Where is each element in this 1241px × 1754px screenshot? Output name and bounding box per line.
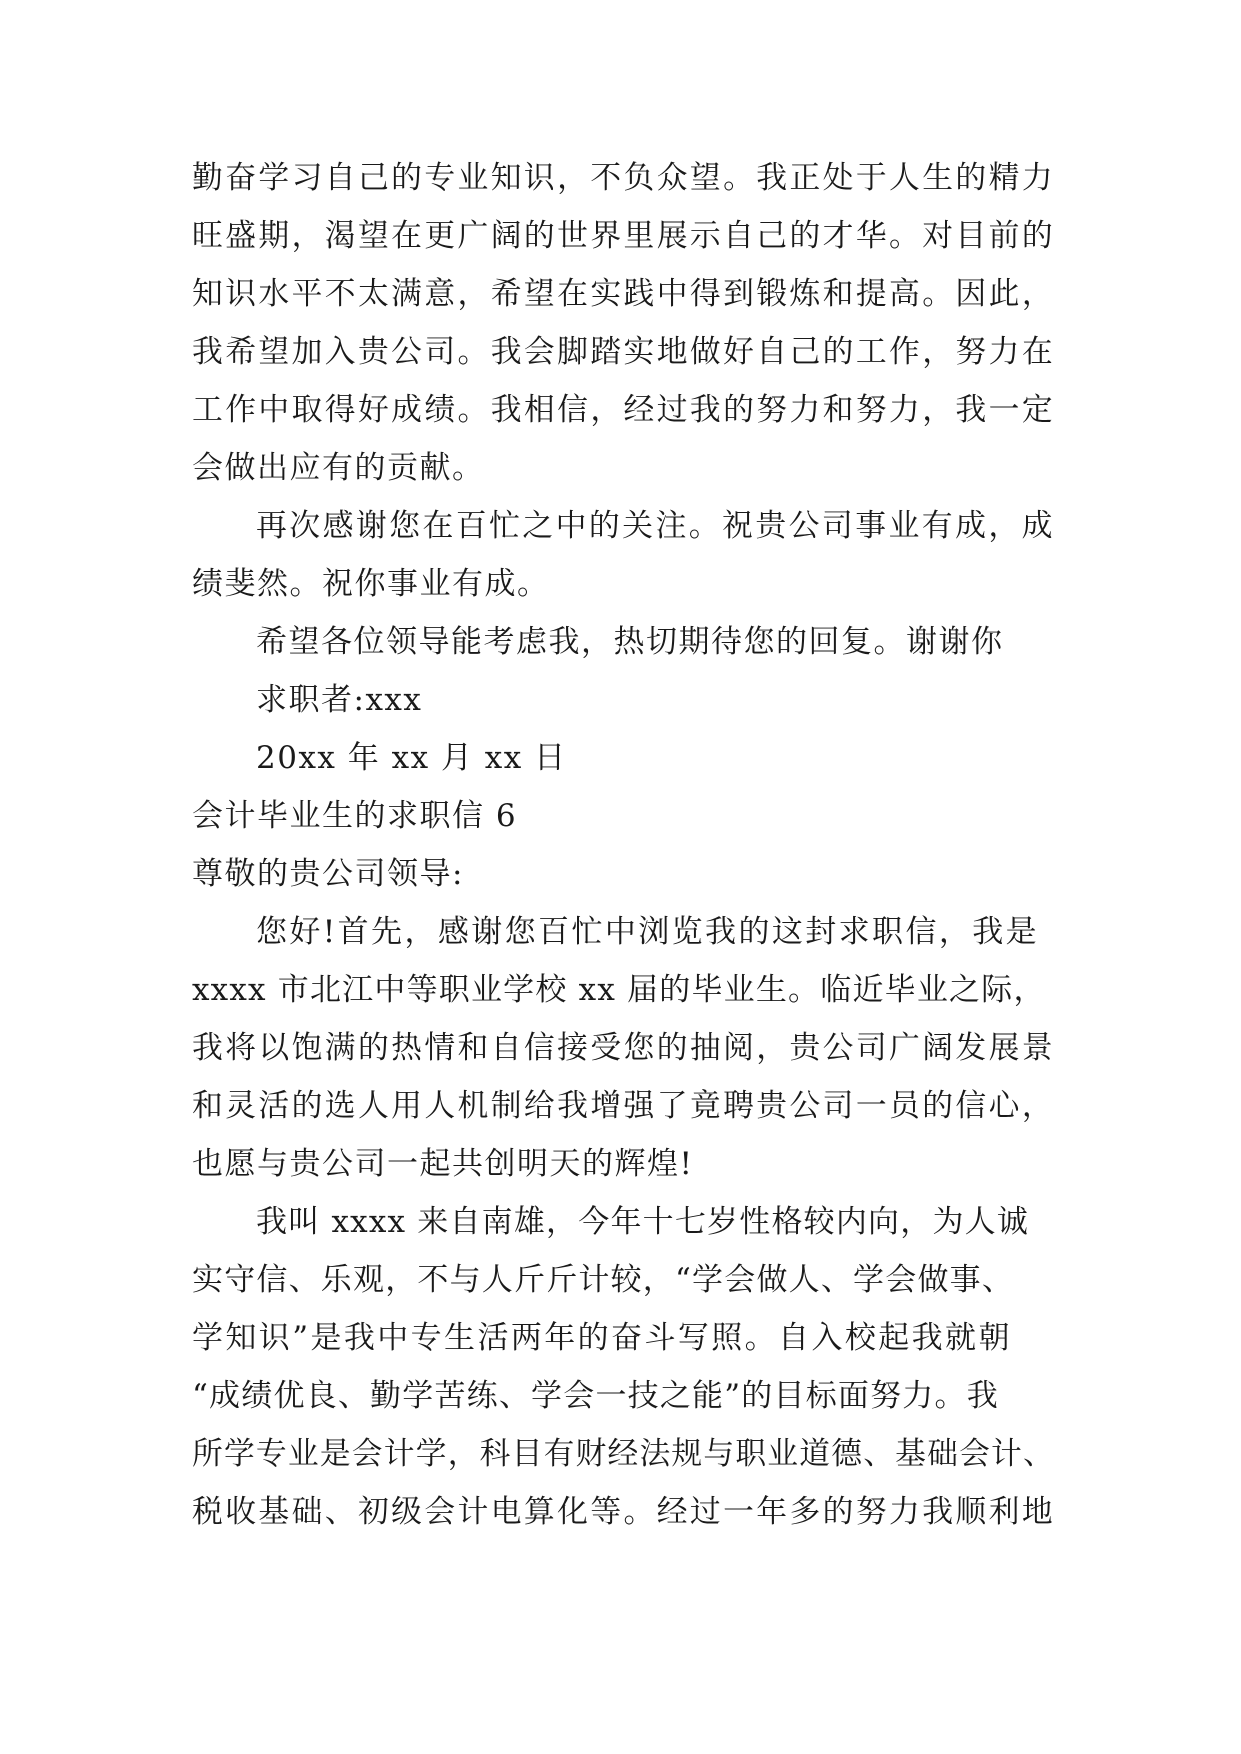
text-line: 我叫 xxxx 来自南雄，今年十七岁性格较内向，为人诚	[256, 1204, 1030, 1240]
text-line: 工作中取得好成绩。我相信，经过我的努力和努力，我一定	[192, 392, 1056, 428]
text-line: 和灵活的选人用人机制给我增强了竟聘贵公司一员的信心，	[192, 1088, 1056, 1124]
text-line: 也愿与贵公司一起共创明天的辉煌!	[192, 1146, 694, 1182]
text-line: 您好!首先，感谢您百忙中浏览我的这封求职信，我是	[256, 914, 1040, 950]
text-line: 勤奋学习自己的专业知识，不负众望。我正处于人生的精力	[192, 160, 1056, 196]
text-line: 所学专业是会计学，科目有财经法规与职业道德、基础会计、	[192, 1436, 1055, 1472]
text-line: 希望各位领导能考虑我，热切期待您的回复。谢谢你	[256, 624, 1004, 660]
text-line: 税收基础、初级会计电算化等。经过一年多的努力我顺利地	[192, 1494, 1056, 1530]
text-line: 我将以饱满的热情和自信接受您的抽阅，贵公司广阔发展景	[192, 1030, 1056, 1066]
text-line: 我希望加入贵公司。我会脚踏实地做好自己的工作，努力在	[192, 334, 1056, 370]
text-line: 实守信、乐观，不与人斤斤计较，“学会做人、学会做事、	[192, 1262, 1015, 1298]
signature-line: 求职者:xxx	[256, 682, 423, 718]
text-line: 会做出应有的贡献。	[192, 450, 485, 486]
text-line: “成绩优良、勤学苦练、学会一技之能”的目标面努力。我	[192, 1378, 999, 1414]
text-line: xxxx 市北江中等职业学校 xx 届的毕业生。临近毕业之际，	[192, 972, 1046, 1008]
text-line: 再次感谢您在百忙之中的关注。祝贵公司事业有成，成	[256, 508, 1055, 544]
section-title: 会计毕业生的求职信 6	[192, 798, 518, 834]
text-line: 学知识”是我中专生活两年的奋斗写照。自入校起我就朝	[192, 1320, 1012, 1356]
text-line: 绩斐然。祝你事业有成。	[192, 566, 550, 602]
salutation: 尊敬的贵公司领导:	[192, 856, 464, 892]
text-line: 知识水平不太满意，希望在实践中得到锻炼和提高。因此，	[192, 276, 1056, 312]
date-line: 20xx 年 xx 月 xx 日	[256, 740, 567, 776]
text-line: 旺盛期，渴望在更广阔的世界里展示自己的才华。对目前的	[192, 218, 1056, 254]
